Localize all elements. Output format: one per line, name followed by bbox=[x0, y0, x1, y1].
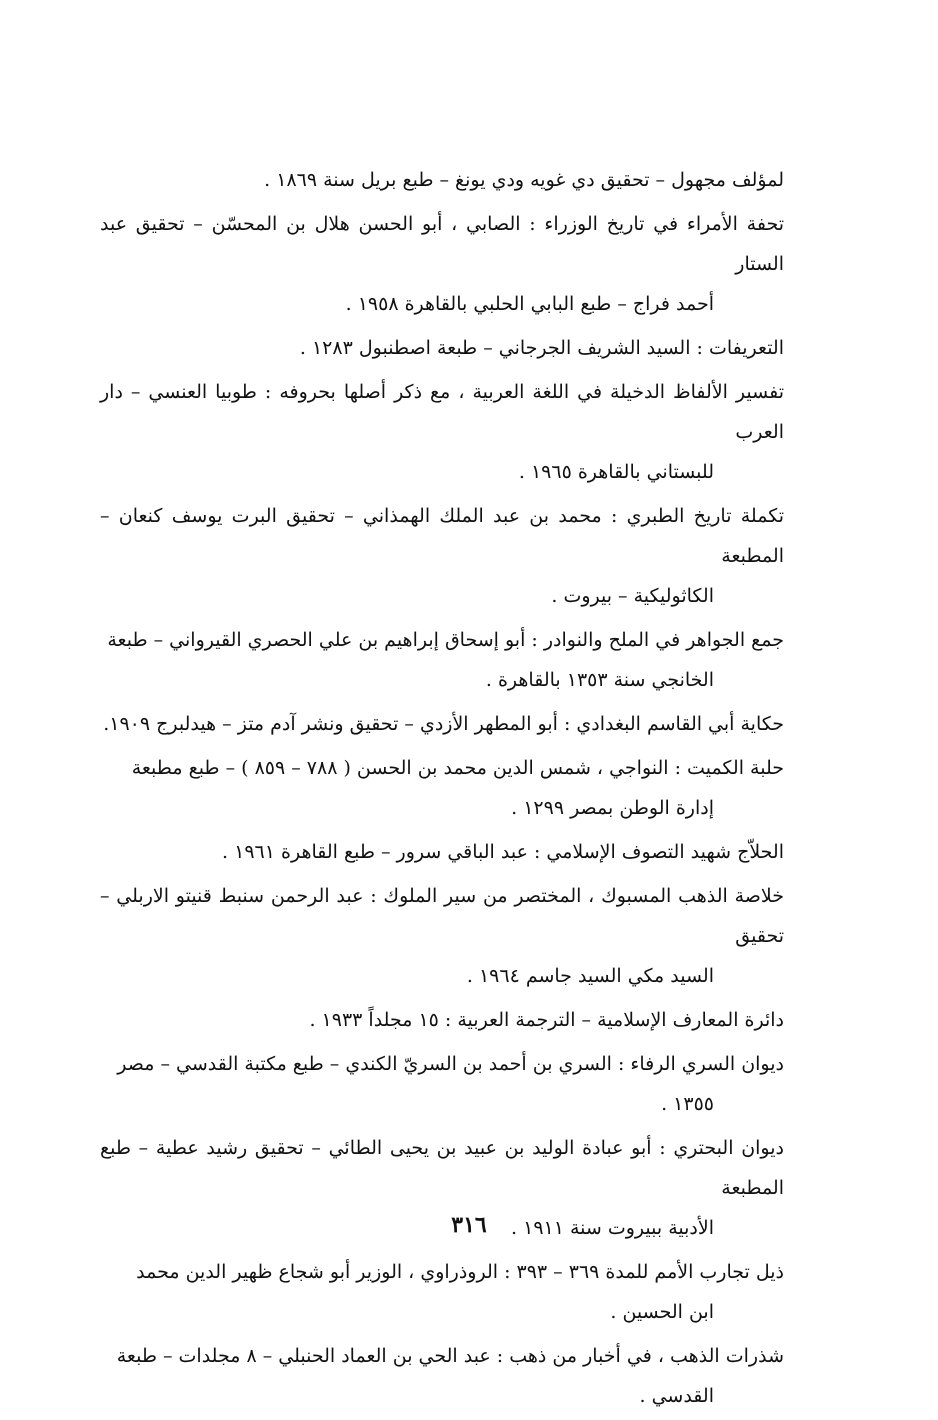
entry-continuation: السيد مكي السيد جاسم ١٩٦٤ . bbox=[466, 965, 714, 987]
entry-line: تكملة تاريخ الطبري : محمد بن عبد الملك الهمذاني – تحقيق البرت يوسف كنعان – المطبعة bbox=[100, 505, 784, 567]
entry-continuation: الخانجي سنة ١٣٥٣ بالقاهرة . bbox=[485, 669, 714, 691]
bibliography-entry-14 bbox=[100, 1252, 784, 1332]
entry-line: دائرة المعارف الإسلامية – الترجمة العربية : ١٥ مجلداً ١٩٣٣ . bbox=[309, 1009, 784, 1031]
entry-continuation: أحمد فراج – طبع البابي الحلبي بالقاهرة ١٩٥٨ . bbox=[345, 293, 714, 315]
entry-line: تفسير الألفاظ الدخيلة في اللغة العربية ، مع ذكر أصلها بحروفه : طوبيا العنسي – دار العرب bbox=[100, 381, 784, 443]
page-number: ٣١٦ bbox=[451, 1212, 487, 1238]
entry-continuation: القدسي . bbox=[639, 1385, 714, 1407]
entry-line: ديوان البحتري : أبو عبادة الوليد بن عبيد بن يحيى الطائي – تحقيق رشيد عطية – طبع المطبعة bbox=[100, 1137, 784, 1199]
bibliography-entry-8 bbox=[100, 748, 784, 828]
bibliography-entry-5 bbox=[100, 496, 784, 616]
entry-line: تحفة الأمراء في تاريخ الوزراء : الصابي ، أبو الحسن هلال بن المحسّن – تحقيق عبد الستار bbox=[100, 213, 784, 275]
entry-continuation: ١٣٥٥ . bbox=[661, 1093, 714, 1115]
bibliography-entry-15 bbox=[100, 1336, 784, 1416]
entry-continuation: إدارة الوطن بمصر ١٢٩٩ . bbox=[511, 797, 714, 819]
entry-line: حلبة الكميت : النواجي ، شمس الدين محمد بن الحسن ( ٧٨٨ – ٨٥٩ ) – طبع مطبعة bbox=[131, 757, 784, 779]
bibliography-entry-7 bbox=[100, 704, 784, 744]
entry-line: جمع الجواهر في الملح والنوادر : أبو إسحاق إبراهيم بن علي الحصري القيرواني – طبعة bbox=[107, 629, 784, 651]
bibliography-entry-3 bbox=[100, 328, 784, 368]
entry-continuation: الكاثوليكية – بيروت . bbox=[551, 585, 714, 607]
entry-line: حكاية أبي القاسم البغدادي : أبو المطهر الأزدي – تحقيق ونشر آدم متز – هيدلبرج ١٩٠٩. bbox=[103, 713, 784, 735]
entry-line: لمؤلف مجهول – تحقيق دي غويه ودي يونغ – طبع بريل سنة ١٨٦٩ . bbox=[264, 169, 784, 191]
entry-line: ديوان السري الرفاء : السري بن أحمد بن السريّ الكندي – طبع مكتبة القدسي – مصر bbox=[117, 1053, 784, 1075]
entry-continuation: للبستاني بالقاهرة ١٩٦٥ . bbox=[518, 461, 714, 483]
entry-continuation: الأدبية ببيروت سنة ١٩١١ . bbox=[511, 1217, 714, 1239]
bibliography-entry-9 bbox=[100, 832, 784, 872]
bibliography-entry-11 bbox=[100, 1000, 784, 1040]
bibliography-entry-4 bbox=[100, 372, 784, 492]
entry-line: التعريفات : السيد الشريف الجرجاني – طبعة اصطنبول ١٢٨٣ . bbox=[299, 337, 784, 359]
bibliography-entry-1 bbox=[100, 160, 784, 200]
entry-continuation: ابن الحسين . bbox=[610, 1301, 714, 1323]
bibliography-entry-6 bbox=[100, 620, 784, 700]
bibliography-entry-12 bbox=[100, 1044, 784, 1124]
entry-line: شذرات الذهب ، في أخبار من ذهب : عبد الحي بن العماد الحنبلي – ٨ مجلدات – طبعة bbox=[116, 1345, 784, 1367]
bibliography-entry-10 bbox=[100, 876, 784, 996]
entry-line: ذيل تجارب الأمم للمدة ٣٦٩ – ٣٩٣ : الروذراوي ، الوزير أبو شجاع ظهير الدين محمد bbox=[136, 1261, 784, 1283]
entry-line: خلاصة الذهب المسبوك ، المختصر من سير الملوك : عبد الرحمن سنبط قنيتو الاربلي – تحقيق bbox=[100, 885, 784, 947]
entry-line: الحلاّج شهيد التصوف الإسلامي : عبد الباقي سرور – طبع القاهرة ١٩٦١ . bbox=[222, 841, 784, 863]
bibliography-entry-2 bbox=[100, 204, 784, 324]
